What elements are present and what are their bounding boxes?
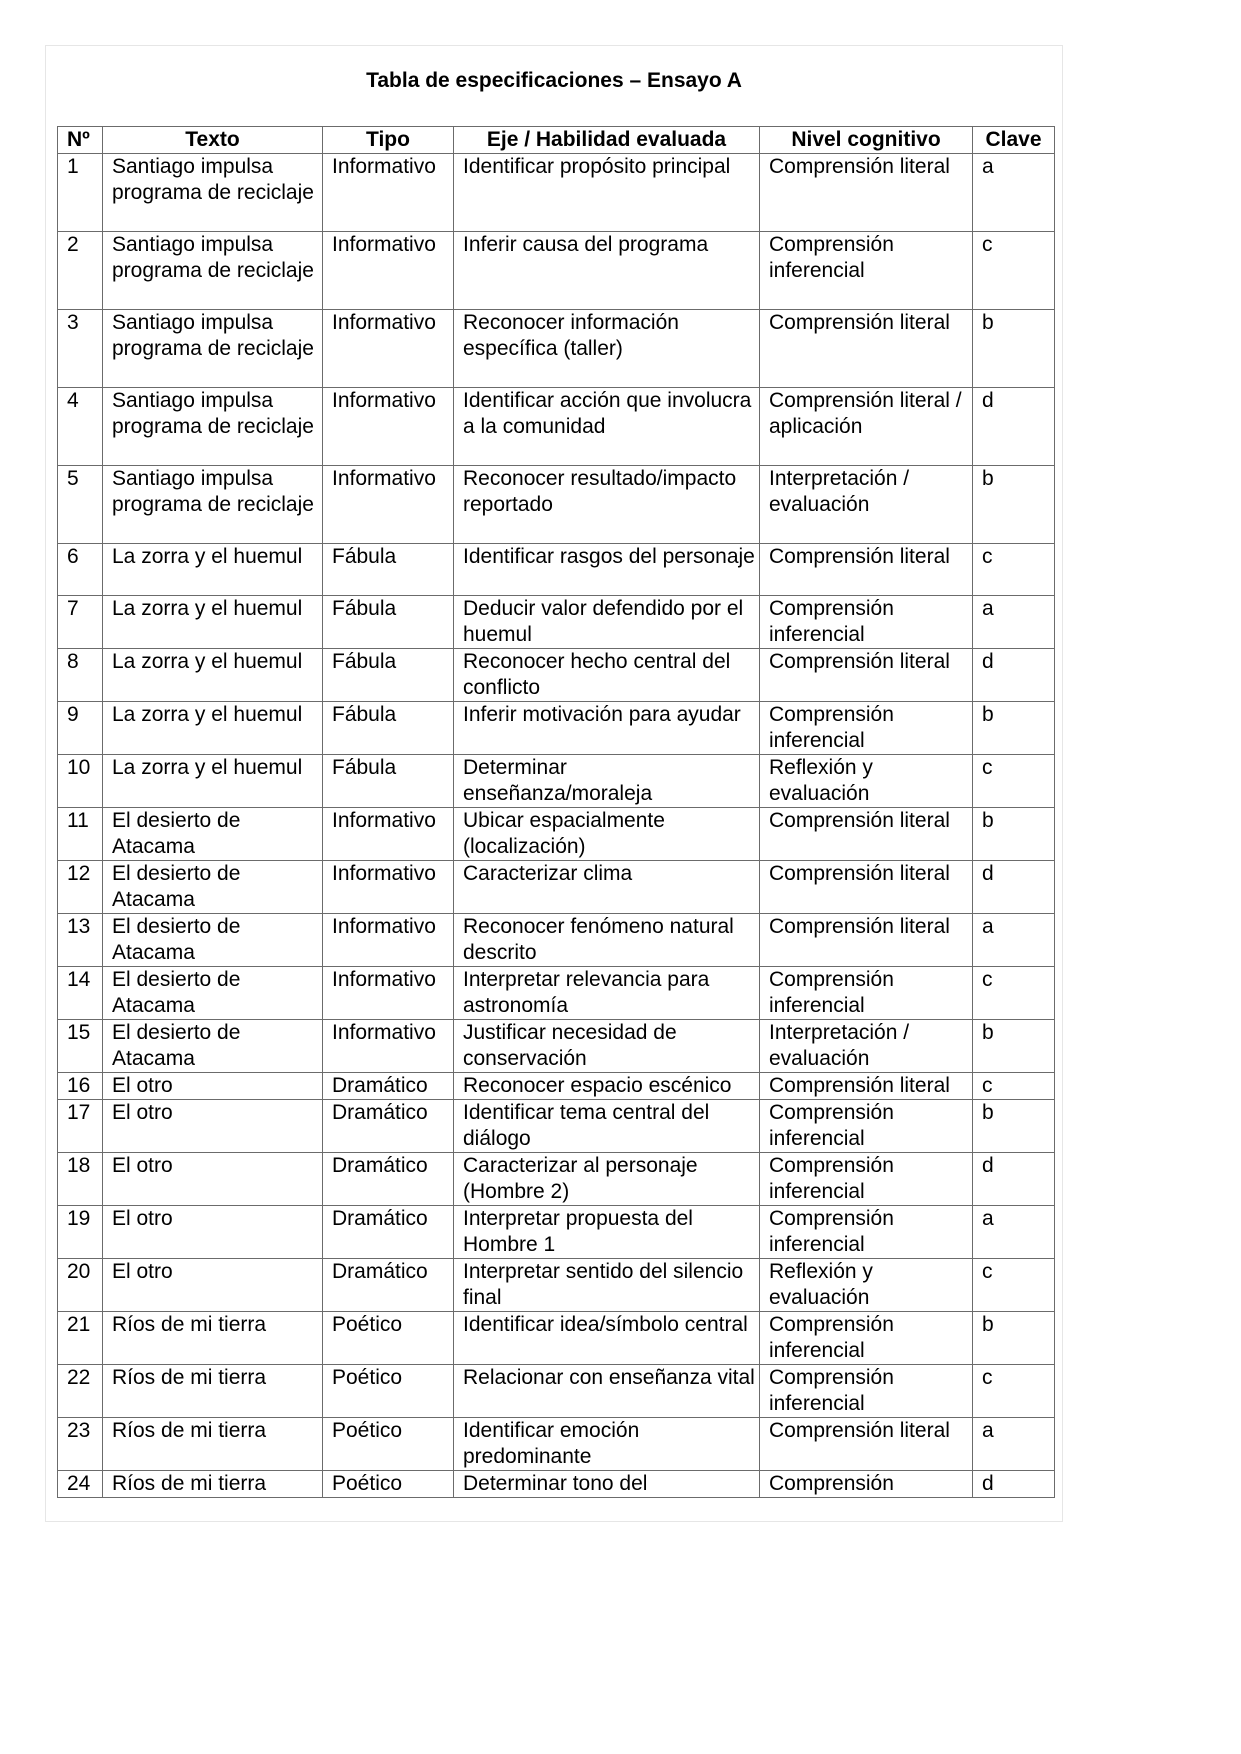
cell-tipo: Informativo [323,914,454,967]
cell-clave: d [973,861,1055,914]
cell-tipo: Poético [323,1365,454,1418]
cell-numero: 3 [58,310,103,388]
cell-eje-habilidad: Interpretar propuesta del Hombre 1 [454,1206,760,1259]
cell-texto: El otro [103,1259,323,1312]
cell-tipo: Poético [323,1418,454,1471]
table-row [58,702,1055,755]
specifications-table [57,126,1055,1498]
cell-texto: Ríos de mi tierra [103,1471,323,1498]
cell-texto: El otro [103,1206,323,1259]
table-row [58,1418,1055,1471]
cell-tipo: Fábula [323,702,454,755]
cell-tipo: Dramático [323,1100,454,1153]
cell-numero: 24 [58,1471,103,1498]
cell-eje-habilidad: Deducir valor defendido por el huemul [454,596,760,649]
cell-clave: a [973,596,1055,649]
cell-tipo: Dramático [323,1153,454,1206]
cell-clave: c [973,1259,1055,1312]
cell-clave: d [973,649,1055,702]
cell-nivel-cognitivo: Comprensión inferencial [760,1153,973,1206]
cell-texto: El desierto de Atacama [103,808,323,861]
cell-texto: La zorra y el huemul [103,755,323,808]
table-row [58,1206,1055,1259]
cell-nivel-cognitivo: Comprensión inferencial [760,232,973,310]
cell-nivel-cognitivo: Comprensión inferencial [760,967,973,1020]
cell-texto: Ríos de mi tierra [103,1312,323,1365]
cell-nivel-cognitivo: Comprensión literal [760,544,973,596]
cell-nivel-cognitivo: Comprensión inferencial [760,1100,973,1153]
cell-eje-habilidad: Caracterizar al personaje (Hombre 2) [454,1153,760,1206]
cell-numero: 12 [58,861,103,914]
cell-eje-habilidad: Reconocer fenómeno natural descrito [454,914,760,967]
table-row [58,466,1055,544]
header-nivel-cognitivo: Nivel cognitivo [760,127,973,154]
cell-nivel-cognitivo: Reflexión y evaluación [760,1259,973,1312]
header-clave: Clave [973,127,1055,154]
cell-nivel-cognitivo: Comprensión literal [760,310,973,388]
cell-eje-habilidad: Justificar necesidad de conservación [454,1020,760,1073]
table-row [58,1471,1055,1498]
table-row [58,1020,1055,1073]
cell-tipo: Informativo [323,154,454,232]
cell-numero: 11 [58,808,103,861]
cell-eje-habilidad: Ubicar espacialmente (localización) [454,808,760,861]
table-row [58,649,1055,702]
table-row [58,544,1055,596]
cell-numero: 10 [58,755,103,808]
cell-eje-habilidad: Reconocer hecho central del conflicto [454,649,760,702]
cell-nivel-cognitivo: Comprensión literal [760,914,973,967]
cell-tipo: Fábula [323,755,454,808]
cell-clave: c [973,967,1055,1020]
cell-eje-habilidad: Reconocer espacio escénico [454,1073,760,1100]
table-row [58,861,1055,914]
cell-numero: 1 [58,154,103,232]
cell-eje-habilidad: Identificar emoción predominante [454,1418,760,1471]
cell-texto: Santiago impulsa programa de reciclaje [103,388,323,466]
cell-nivel-cognitivo: Comprensión literal / aplicación [760,388,973,466]
cell-tipo: Informativo [323,388,454,466]
cell-texto: Ríos de mi tierra [103,1365,323,1418]
cell-tipo: Fábula [323,649,454,702]
cell-texto: Santiago impulsa programa de reciclaje [103,310,323,388]
header-numero: Nº [58,127,103,154]
cell-tipo: Dramático [323,1073,454,1100]
cell-clave: a [973,914,1055,967]
cell-eje-habilidad: Identificar propósito principal [454,154,760,232]
cell-clave: b [973,702,1055,755]
cell-clave: b [973,1100,1055,1153]
cell-numero: 4 [58,388,103,466]
cell-clave: c [973,1073,1055,1100]
table-row [58,1100,1055,1153]
header-eje-habilidad: Eje / Habilidad evaluada [454,127,760,154]
cell-texto: La zorra y el huemul [103,702,323,755]
cell-eje-habilidad: Determinar enseñanza/moraleja [454,755,760,808]
table-body [58,154,1055,1498]
cell-numero: 22 [58,1365,103,1418]
cell-numero: 15 [58,1020,103,1073]
cell-numero: 18 [58,1153,103,1206]
table-row [58,1259,1055,1312]
cell-eje-habilidad: Caracterizar clima [454,861,760,914]
cell-tipo: Informativo [323,808,454,861]
cell-tipo: Informativo [323,310,454,388]
cell-texto: El otro [103,1153,323,1206]
cell-nivel-cognitivo: Comprensión literal [760,861,973,914]
cell-texto: El desierto de Atacama [103,1020,323,1073]
cell-clave: b [973,808,1055,861]
cell-clave: c [973,544,1055,596]
cell-eje-habilidad: Interpretar sentido del silencio final [454,1259,760,1312]
cell-texto: Santiago impulsa programa de reciclaje [103,232,323,310]
table-row [58,1365,1055,1418]
cell-numero: 9 [58,702,103,755]
cell-numero: 19 [58,1206,103,1259]
cell-numero: 21 [58,1312,103,1365]
cell-texto: Santiago impulsa programa de reciclaje [103,466,323,544]
cell-numero: 23 [58,1418,103,1471]
cell-nivel-cognitivo: Reflexión y evaluación [760,755,973,808]
table-row [58,388,1055,466]
table-row [58,596,1055,649]
cell-clave: b [973,466,1055,544]
cell-eje-habilidad: Reconocer resultado/impacto reportado [454,466,760,544]
cell-tipo: Fábula [323,596,454,649]
cell-texto: El desierto de Atacama [103,914,323,967]
cell-clave: a [973,1206,1055,1259]
cell-numero: 17 [58,1100,103,1153]
cell-clave: c [973,232,1055,310]
cell-clave: d [973,388,1055,466]
cell-texto: El otro [103,1100,323,1153]
cell-nivel-cognitivo: Comprensión [760,1471,973,1498]
header-texto: Texto [103,127,323,154]
cell-numero: 14 [58,967,103,1020]
table-row [58,808,1055,861]
table-header-row [58,127,1055,154]
cell-numero: 6 [58,544,103,596]
cell-clave: d [973,1153,1055,1206]
cell-nivel-cognitivo: Comprensión inferencial [760,596,973,649]
cell-nivel-cognitivo: Comprensión inferencial [760,702,973,755]
cell-tipo: Dramático [323,1259,454,1312]
cell-eje-habilidad: Identificar acción que involucra a la comunidad [454,388,760,466]
cell-tipo: Informativo [323,1020,454,1073]
table-row [58,1312,1055,1365]
cell-clave: a [973,1418,1055,1471]
cell-eje-habilidad: Identificar tema central del diálogo [454,1100,760,1153]
cell-numero: 2 [58,232,103,310]
table-row [58,154,1055,232]
cell-eje-habilidad: Identificar idea/símbolo central [454,1312,760,1365]
cell-tipo: Informativo [323,466,454,544]
cell-numero: 5 [58,466,103,544]
cell-clave: c [973,755,1055,808]
cell-eje-habilidad: Reconocer información específica (taller) [454,310,760,388]
cell-nivel-cognitivo: Comprensión literal [760,1073,973,1100]
cell-eje-habilidad: Determinar tono del [454,1471,760,1498]
cell-eje-habilidad: Identificar rasgos del personaje [454,544,760,596]
cell-clave: a [973,154,1055,232]
cell-texto: Ríos de mi tierra [103,1418,323,1471]
table-row [58,1153,1055,1206]
table-row [58,755,1055,808]
cell-clave: c [973,1365,1055,1418]
cell-nivel-cognitivo: Comprensión literal [760,808,973,861]
cell-tipo: Dramático [323,1206,454,1259]
cell-texto: El desierto de Atacama [103,861,323,914]
cell-texto: Santiago impulsa programa de reciclaje [103,154,323,232]
table-row [58,310,1055,388]
cell-eje-habilidad: Inferir causa del programa [454,232,760,310]
cell-tipo: Informativo [323,967,454,1020]
cell-nivel-cognitivo: Comprensión inferencial [760,1312,973,1365]
cell-tipo: Poético [323,1312,454,1365]
cell-nivel-cognitivo: Interpretación / evaluación [760,466,973,544]
cell-eje-habilidad: Relacionar con enseñanza vital [454,1365,760,1418]
cell-numero: 20 [58,1259,103,1312]
cell-clave: b [973,1020,1055,1073]
cell-eje-habilidad: Interpretar relevancia para astronomía [454,967,760,1020]
cell-numero: 7 [58,596,103,649]
header-tipo: Tipo [323,127,454,154]
cell-clave: b [973,310,1055,388]
cell-nivel-cognitivo: Comprensión inferencial [760,1206,973,1259]
cell-nivel-cognitivo: Comprensión literal [760,154,973,232]
cell-eje-habilidad: Inferir motivación para ayudar [454,702,760,755]
cell-tipo: Informativo [323,861,454,914]
cell-tipo: Fábula [323,544,454,596]
table-row [58,232,1055,310]
cell-clave: d [973,1471,1055,1498]
table-row [58,914,1055,967]
table-row [58,967,1055,1020]
document-page [45,45,1063,1522]
table-row [58,1073,1055,1100]
cell-numero: 13 [58,914,103,967]
cell-tipo: Poético [323,1471,454,1498]
cell-nivel-cognitivo: Comprensión literal [760,1418,973,1471]
cell-texto: La zorra y el huemul [103,544,323,596]
document-title: Tabla de especificaciones – Ensayo A [366,69,742,92]
cell-tipo: Informativo [323,232,454,310]
cell-numero: 8 [58,649,103,702]
cell-nivel-cognitivo: Comprensión literal [760,649,973,702]
cell-texto: El desierto de Atacama [103,967,323,1020]
cell-texto: El otro [103,1073,323,1100]
cell-nivel-cognitivo: Interpretación / evaluación [760,1020,973,1073]
cell-texto: La zorra y el huemul [103,596,323,649]
cell-texto: La zorra y el huemul [103,649,323,702]
cell-clave: b [973,1312,1055,1365]
cell-nivel-cognitivo: Comprensión inferencial [760,1365,973,1418]
cell-numero: 16 [58,1073,103,1100]
